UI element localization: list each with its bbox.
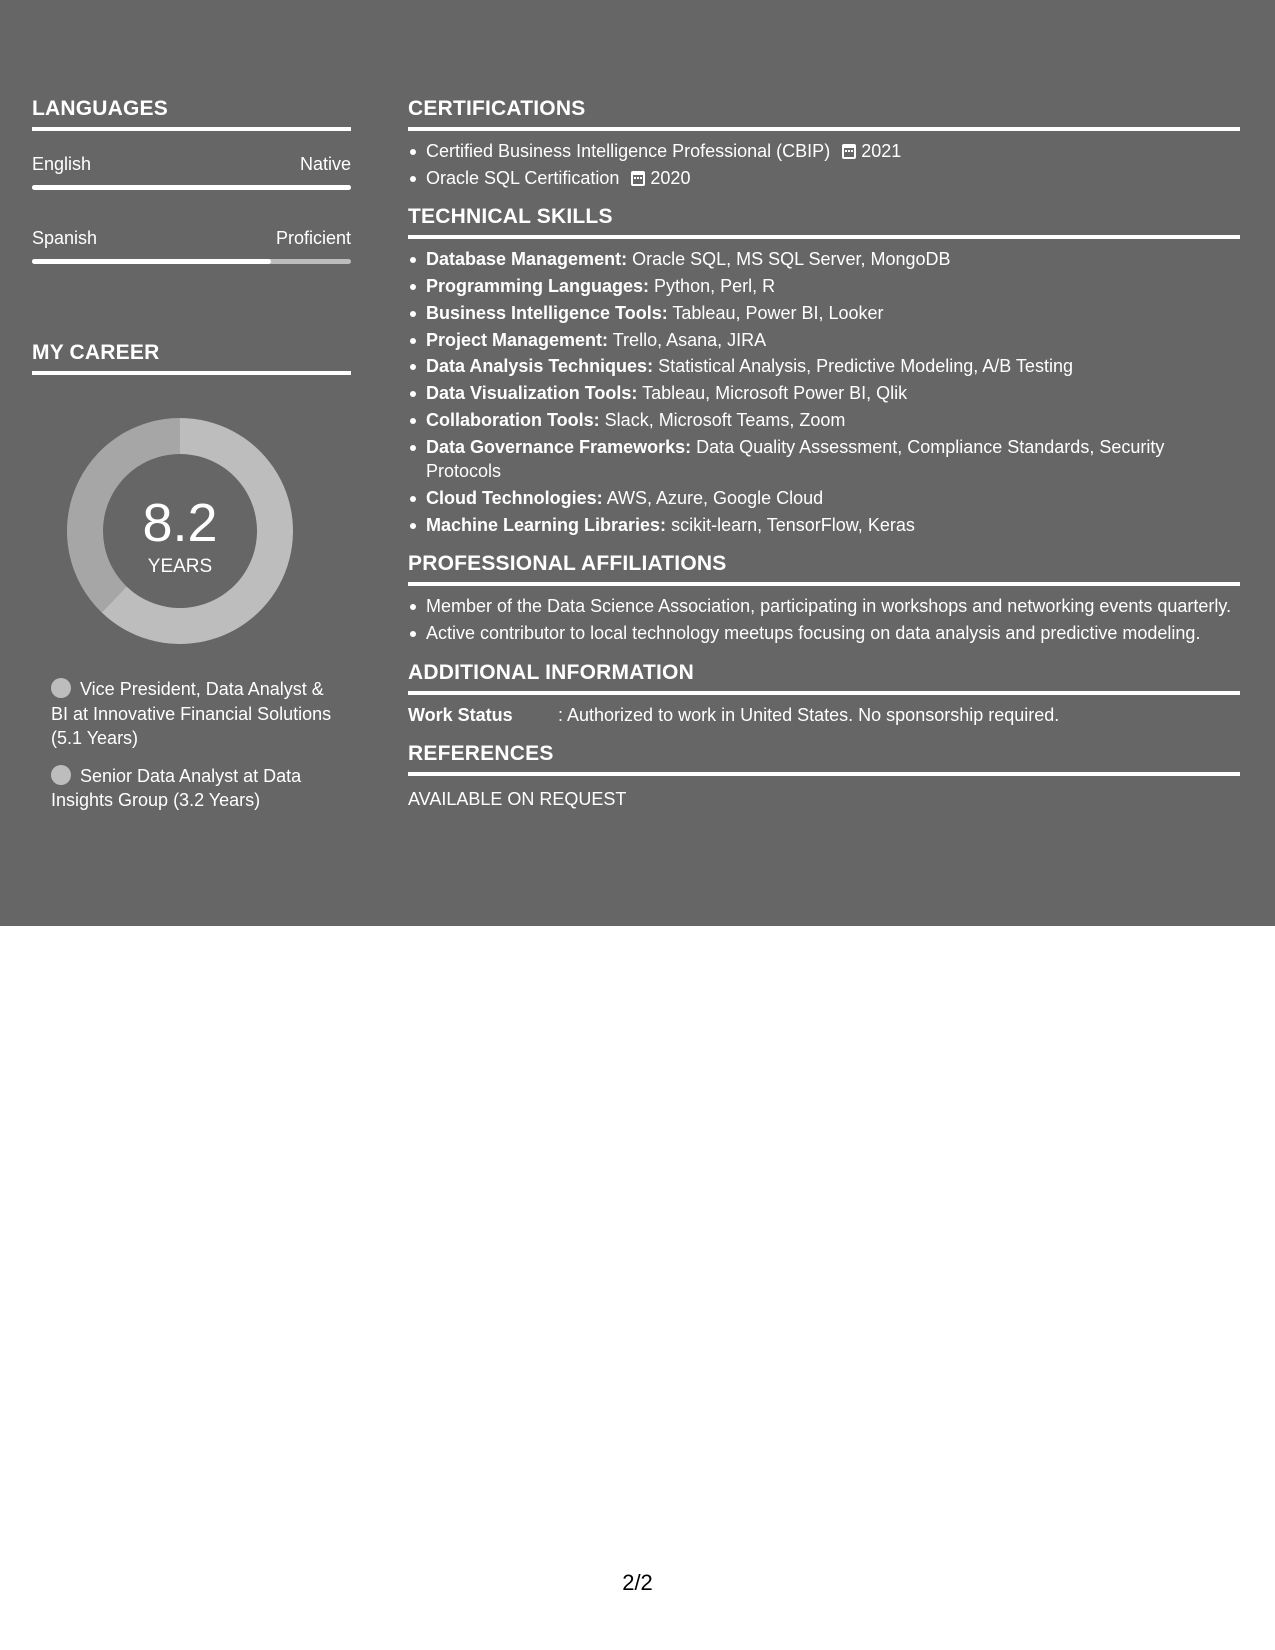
skill-label: Cloud Technologies: — [426, 488, 603, 509]
skill-label: Collaboration Tools: — [426, 410, 600, 431]
language-level-bar — [32, 185, 351, 190]
language-level-bar — [32, 259, 351, 264]
page-number: 2/2 — [622, 1570, 653, 1595]
skill-item — [408, 247, 1240, 272]
career-total-years: 8.2 — [142, 493, 218, 553]
certification-year: 2020 — [650, 167, 691, 188]
technical-skills-section — [408, 204, 1240, 537]
skill-value: Tableau, Power BI, Looker — [672, 302, 884, 323]
certification-year: 2021 — [861, 141, 902, 161]
skill-value: scikit-learn, TensorFlow, Keras — [671, 514, 915, 535]
skill-label: Data Governance Frameworks: — [426, 436, 692, 457]
language-level: Native — [299, 154, 351, 174]
certification-name: Certified Business Intelligence Professional (CBIP) — [426, 141, 831, 161]
references-section — [408, 741, 1240, 811]
language-spanish — [32, 227, 351, 264]
skill-item — [408, 274, 1240, 299]
skill-item — [408, 354, 1240, 379]
affiliations-section — [408, 551, 1240, 645]
legend-dot-icon — [51, 765, 71, 785]
skill-value: Trello, Asana, JIRA — [612, 329, 767, 350]
language-level-fill — [32, 185, 351, 190]
affiliations-title: PROFESSIONAL AFFILIATIONS — [408, 551, 1240, 586]
career-title: MY CAREER — [32, 340, 351, 375]
career-role-text: Senior Data Analyst at Data Insights Group (3.2 Years) — [51, 765, 302, 810]
language-name: Spanish — [32, 228, 98, 248]
skill-item — [408, 486, 1240, 511]
legend-dot-icon — [51, 678, 71, 698]
skill-value: AWS, Azure, Google Cloud — [606, 488, 824, 509]
skill-value: Data Quality Assessment, Compliance Standards, Security Protocols — [426, 436, 1165, 482]
language-name: English — [32, 154, 92, 174]
skill-item — [408, 435, 1240, 484]
skill-label: Data Analysis Techniques: — [426, 356, 654, 377]
skill-label: Business Intelligence Tools: — [426, 302, 668, 323]
language-level-fill — [32, 259, 271, 264]
skill-label: Programming Languages: — [426, 276, 650, 297]
technical-skills-title: TECHNICAL SKILLS — [408, 204, 1240, 239]
right-column — [408, 96, 1240, 811]
career-years-unit: YEARS — [147, 556, 213, 577]
skill-value: Python, Perl, R — [654, 276, 776, 297]
certifications-title: CERTIFICATIONS — [408, 96, 1240, 131]
skill-label: Project Management: — [426, 329, 609, 350]
additional-info-section — [408, 660, 1240, 727]
skill-label: Machine Learning Libraries: — [426, 514, 667, 535]
work-status-value: : Authorized to work in United States. No sponsorship required. — [558, 704, 1060, 725]
languages-title: LANGUAGES — [32, 96, 351, 131]
career-role-item — [51, 764, 341, 813]
skill-value: Slack, Microsoft Teams, Zoom — [604, 410, 846, 431]
calendar-icon — [842, 144, 856, 159]
references-text: AVAILABLE ON REQUEST — [408, 788, 627, 809]
skill-item — [408, 328, 1240, 353]
language-level: Proficient — [275, 228, 351, 248]
affiliation-item: Active contributor to local technology meetups focusing on data analysis and predictive modeling. — [408, 621, 1240, 646]
skill-item — [408, 513, 1240, 538]
skill-value: Tableau, Microsoft Power BI, Qlik — [642, 383, 908, 404]
career-role-text: Vice President, Data Analyst & BI at Innovative Financial Solutions (5.1 Years) — [51, 679, 332, 748]
career-years-donut — [67, 418, 293, 644]
skill-value: Statistical Analysis, Predictive Modeling, A/B Testing — [658, 356, 1073, 377]
skill-item — [408, 408, 1240, 433]
skill-item — [408, 381, 1240, 406]
language-english — [32, 153, 351, 190]
work-status-label: Work Status — [408, 704, 513, 725]
left-column — [32, 96, 351, 813]
calendar-icon — [631, 171, 645, 186]
additional-info-title: ADDITIONAL INFORMATION — [408, 660, 1240, 695]
certifications-section — [408, 96, 1240, 190]
career-roles-list — [51, 677, 341, 813]
affiliation-item: Member of the Data Science Association, participating in workshops and networking events quarterly. — [408, 594, 1240, 619]
skill-item — [408, 301, 1240, 326]
work-status-row — [408, 703, 1240, 727]
skill-value: Oracle SQL, MS SQL Server, MongoDB — [632, 249, 951, 270]
skill-label: Database Management: — [426, 249, 628, 270]
certification-item — [408, 166, 1240, 191]
skill-label: Data Visualization Tools: — [426, 383, 638, 404]
certification-item — [408, 139, 1240, 164]
references-title: REFERENCES — [408, 741, 1240, 776]
certification-name: Oracle SQL Certification — [426, 167, 620, 188]
career-role-item — [51, 677, 341, 751]
